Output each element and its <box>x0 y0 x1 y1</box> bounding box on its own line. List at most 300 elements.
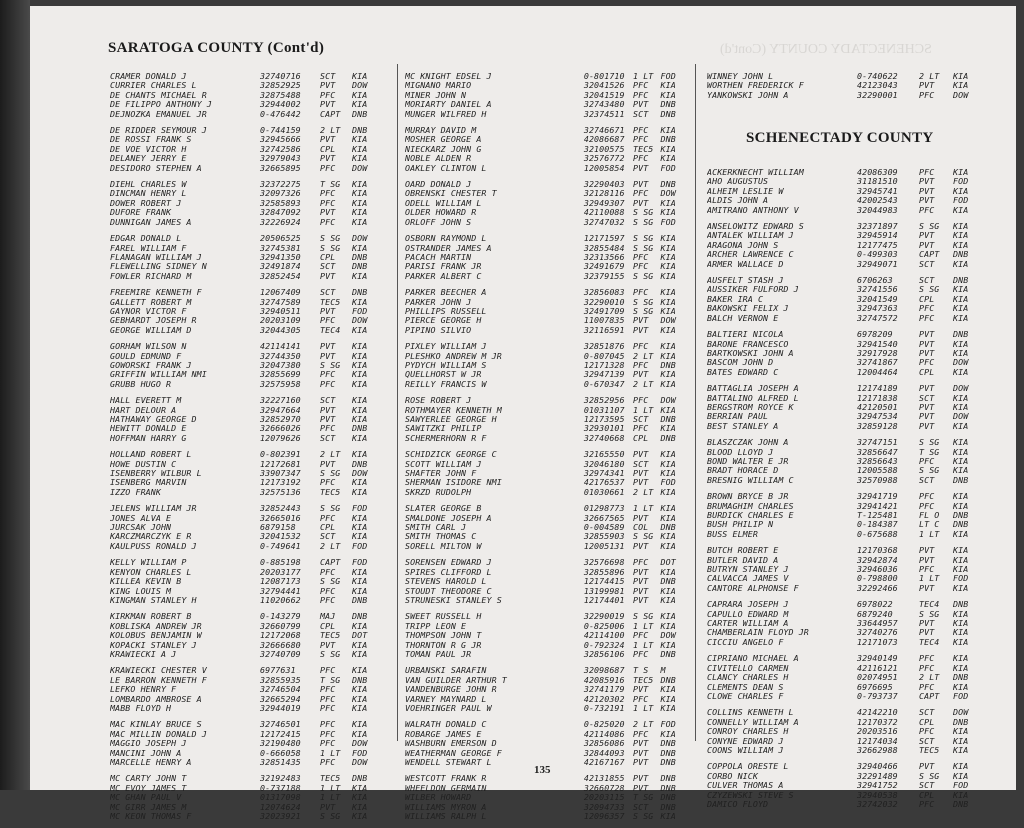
roster-entry <box>707 628 983 637</box>
roster-entry <box>110 434 390 443</box>
entry-name: MAC MILLIN DONALD J <box>110 729 207 739</box>
roster-group <box>707 276 983 323</box>
entry-status: DOW <box>352 468 368 479</box>
roster-entry <box>110 298 390 307</box>
entry-rank: PVT <box>320 99 336 110</box>
roster-entry <box>110 126 390 135</box>
entry-rank: CPL <box>320 620 336 631</box>
entry-rank: PFC <box>320 693 336 704</box>
entry-serial-number: 32742032 <box>857 798 898 809</box>
entry-name: HEWITT DONALD E <box>110 424 187 434</box>
entry-rank: SCT <box>919 392 935 403</box>
entry-name: STOUDT THEODORE C <box>405 586 492 596</box>
entry-serial-number: 32852956 <box>583 395 625 406</box>
entry-status: KIA <box>953 239 969 250</box>
entry-name: ARCHER LAWRENCE C <box>707 250 794 260</box>
roster-entry <box>110 272 390 281</box>
entry-status: KIA <box>953 491 969 502</box>
entry-name: DUFORE FRANK <box>110 208 172 218</box>
entry-rank: 2 LT <box>633 378 654 389</box>
entry-serial-number: 32856106 <box>583 648 625 659</box>
entry-rank: CPL <box>320 143 336 154</box>
roster-group <box>405 666 690 713</box>
entry-name: JURCSAK JOHN <box>110 523 172 533</box>
entry-status: DNB <box>660 414 676 424</box>
entry-rank: SCT <box>919 707 935 718</box>
entry-serial-number: 32944019 <box>260 702 301 713</box>
roster-group <box>110 504 390 551</box>
entry-serial-number: 6976695 <box>857 681 893 692</box>
entry-serial-number: 32947664 <box>260 404 301 415</box>
entry-name: MC EVOY JAMES T <box>110 783 187 793</box>
entry-status: KIA <box>660 458 676 469</box>
roster-group <box>707 708 983 755</box>
entry-rank: SCT <box>320 71 336 81</box>
entry-name: SMITH CARL J <box>405 523 467 533</box>
entry-serial-number: 0-885198 <box>260 557 301 568</box>
entry-name: BALTIERI NICOLA <box>707 330 784 340</box>
entry-serial-number: 32290019 <box>583 611 625 622</box>
roster-entry <box>707 368 983 377</box>
entry-name: BERGSTROM ROYCE K <box>707 402 794 412</box>
entry-name: WILLIAMS RALPH L <box>405 812 487 822</box>
entry-name: DEJNOZKA EMANUEL JR <box>110 109 207 119</box>
entry-rank: SCT <box>919 275 935 286</box>
entry-name: CZYZEWSKI STEVE S <box>707 790 794 800</box>
entry-rank: PVT <box>633 585 649 596</box>
entry-serial-number: 32941421 <box>857 500 898 511</box>
entry-name: ANSELOWITZ EDWARD S <box>707 222 804 232</box>
roster-entry <box>110 307 390 316</box>
roster-group <box>110 396 390 443</box>
entry-rank: PFC <box>633 648 649 659</box>
roster-group <box>110 72 390 119</box>
entry-name: PIERCE GEORGE H <box>405 316 482 326</box>
entry-serial-number: 0-825020 <box>583 719 625 730</box>
entry-rank: PFC <box>320 728 336 739</box>
entry-serial-number: 32745381 <box>260 242 301 253</box>
entry-rank: CPL <box>919 789 935 800</box>
entry-serial-number: 32852925 <box>260 80 301 91</box>
entry-name: EDGAR DONALD L <box>110 234 182 244</box>
entry-serial-number: 32491709 <box>583 305 625 316</box>
entry-serial-number: 0-499303 <box>857 249 898 260</box>
entry-name: SMITH THOMAS C <box>405 532 477 542</box>
entry-status: KIA <box>352 665 368 676</box>
entry-status: KIA <box>953 545 969 556</box>
entry-rank: T SG <box>633 792 654 803</box>
roster-group <box>405 126 690 173</box>
entry-name: WESTCOTT FRANK R <box>405 774 487 784</box>
roster-group <box>707 654 983 701</box>
entry-rank: CPL <box>633 432 649 443</box>
roster-entry <box>110 758 390 767</box>
entry-rank: S SG <box>633 233 654 244</box>
entry-name: OSBORN RAYMOND L <box>405 234 487 244</box>
entry-name: ARAGONA JOHN S <box>707 240 779 250</box>
entry-serial-number: 32949071 <box>857 258 898 269</box>
roster-entry <box>707 600 983 609</box>
entry-status: DNB <box>953 798 969 809</box>
entry-name: KRAWIECKI CHESTER V <box>110 666 207 676</box>
entry-status: KIA <box>352 207 368 218</box>
entry-name: SWEET RUSSELL H <box>405 612 482 622</box>
entry-status: KIA <box>660 197 676 208</box>
entry-status: KIA <box>352 585 368 596</box>
entry-rank: S SG <box>320 242 341 253</box>
entry-status: DOW <box>352 80 368 91</box>
entry-serial-number: 32575958 <box>260 378 301 389</box>
entry-serial-number: 12171838 <box>857 392 898 403</box>
entry-name: VAN GUILDER ARTHUR T <box>405 675 507 685</box>
entry-name: BASCOM JOHN D <box>707 358 774 368</box>
entry-status: KIA <box>953 744 969 755</box>
entry-rank: 1 LT <box>320 792 341 803</box>
entry-name: LE BARRON KENNETH F <box>110 675 207 685</box>
entry-rank: 1 LT <box>633 71 654 81</box>
roster-entry <box>405 803 690 812</box>
entry-name: BATTAGLIA JOSEPH A <box>707 384 799 394</box>
roster-group <box>405 720 690 767</box>
entry-status: DNB <box>352 423 368 434</box>
roster-entry <box>405 542 690 551</box>
entry-name: COONS WILLIAM J <box>707 745 784 755</box>
entry-name: MAC KINLAY BRUCE S <box>110 720 202 730</box>
entry-status: DNB <box>660 576 676 587</box>
roster-entry <box>110 784 390 793</box>
entry-serial-number: 32665016 <box>260 512 301 523</box>
entry-rank: PVT <box>320 404 336 415</box>
roster-entry <box>707 565 983 574</box>
entry-rank: PFC <box>320 738 336 749</box>
entry-serial-number: 32794441 <box>260 585 301 596</box>
entry-rank: PFC <box>919 455 935 466</box>
entry-serial-number: 32576772 <box>583 153 625 164</box>
entry-rank: PVT <box>320 350 336 361</box>
entry-rank: PVT <box>320 801 336 812</box>
entry-status: DOW <box>352 233 368 244</box>
roster-entry <box>110 100 390 109</box>
entry-serial-number: 12005588 <box>857 465 898 476</box>
entry-serial-number: 12067409 <box>260 287 301 298</box>
entry-status: KIA <box>660 350 676 361</box>
entry-serial-number: 12170372 <box>857 716 898 727</box>
roster-entry <box>707 654 983 663</box>
roster-entry <box>110 81 390 90</box>
entry-rank: 1 LT <box>633 620 654 631</box>
entry-status: KIA <box>953 204 969 215</box>
entry-rank: PVT <box>320 341 336 352</box>
entry-rank: S SG <box>633 270 654 281</box>
entry-status: KIA <box>352 531 368 542</box>
roster-entry <box>707 502 983 511</box>
entry-rank: TEC5 <box>320 773 341 784</box>
entry-name: BURDICK CHARLES E <box>707 511 794 520</box>
entry-status: DNB <box>953 599 969 610</box>
roster-entry <box>110 164 390 173</box>
entry-serial-number: 32660728 <box>583 782 625 793</box>
entry-serial-number: 32974341 <box>583 468 625 479</box>
entry-name: CLANCY CHARLES H <box>707 673 789 683</box>
entry-status: KIA <box>352 684 368 695</box>
entry-status: KIA <box>660 468 676 479</box>
entry-rank: PVT <box>919 239 935 250</box>
entry-status: KIA <box>660 684 676 695</box>
entry-serial-number: 32945914 <box>857 230 898 241</box>
entry-serial-number: 32847092 <box>260 207 301 218</box>
entry-serial-number: 0-670347 <box>583 378 625 389</box>
entry-serial-number: 6977631 <box>260 665 296 676</box>
roster-group <box>707 72 997 100</box>
entry-name: KOLOBUS BENJAMIN W <box>110 631 202 641</box>
entry-rank: COL <box>633 522 649 533</box>
entry-name: BUTLER DAVID A <box>707 555 779 565</box>
entry-status: KIA <box>953 500 969 511</box>
roster-entry <box>110 415 390 424</box>
entry-name: SHERMAN ISIDORE NMI <box>405 478 502 488</box>
roster-group <box>405 558 690 605</box>
entry-name: DE ROSSI FRANK S <box>110 135 192 145</box>
roster-entry <box>405 272 690 281</box>
entry-rank: 2 LT <box>633 350 654 361</box>
entry-rank: PVT <box>633 315 649 326</box>
entry-serial-number: 32940466 <box>857 761 898 772</box>
roster-entry <box>707 231 983 240</box>
entry-status: FOD <box>660 477 676 488</box>
entry-name: WEATHERMAN GEORGE F <box>405 748 502 758</box>
entry-name: YANKOWSKI JOHN A <box>707 90 789 100</box>
entry-rank: PFC <box>320 702 336 713</box>
roster-entry <box>707 285 983 294</box>
entry-rank: S SG <box>320 359 341 370</box>
entry-rank: 2 LT <box>919 71 940 81</box>
entry-rank: PVT <box>320 153 336 164</box>
entry-status: FOD <box>352 305 368 316</box>
entry-serial-number: 32491679 <box>583 261 625 272</box>
entry-status: FOD <box>953 573 969 584</box>
roster-entry <box>405 326 690 335</box>
entry-name: TOMAN PAUL JR <box>405 649 472 659</box>
entry-serial-number: 0-143279 <box>260 611 301 622</box>
entry-rank: PVT <box>919 401 935 412</box>
entry-serial-number: 42086309 <box>857 167 898 177</box>
entry-rank: PFC <box>320 423 336 434</box>
entry-name: HALL EVERETT M <box>110 396 182 406</box>
roster-entry <box>110 424 390 433</box>
roster-group <box>707 600 983 647</box>
entry-serial-number: 32742586 <box>260 143 301 154</box>
entry-status: FOD <box>660 162 676 173</box>
roster-entry <box>110 234 390 243</box>
entry-name: MABB FLOYD H <box>110 703 172 713</box>
entry-serial-number: 11020662 <box>260 594 301 605</box>
entry-rank: PFC <box>919 662 935 673</box>
entry-name: GALLETT ROBERT M <box>110 297 192 307</box>
roster-entry <box>707 222 983 231</box>
page-number: 135 <box>534 764 551 776</box>
entry-rank: PFC <box>919 89 935 100</box>
entry-rank: PFC <box>320 197 336 208</box>
entry-rank: TEC5 <box>320 630 341 641</box>
roster-entry <box>110 326 390 335</box>
entry-name: JONES ALVA E <box>110 513 172 523</box>
entry-name: WASHBURN EMERSON D <box>405 739 497 749</box>
entry-status: KIA <box>352 188 368 199</box>
entry-serial-number: 42123043 <box>857 80 898 91</box>
entry-name: STEVENS HAROLD L <box>405 577 487 587</box>
entry-name: GOWORSKI FRANK J <box>110 360 192 370</box>
entry-name: BRESNIG WILLIAM C <box>707 475 794 485</box>
roster-entry <box>405 218 690 227</box>
entry-rank: PVT <box>919 338 935 349</box>
entry-name: ODELL WILLIAM L <box>405 198 482 208</box>
entry-status: KIA <box>352 143 368 154</box>
entry-rank: CPL <box>919 716 935 727</box>
roster-entry <box>707 187 983 196</box>
entry-status: KIA <box>953 455 969 466</box>
entry-serial-number: 0-737188 <box>260 782 301 793</box>
entry-serial-number: 32947534 <box>857 411 898 422</box>
roster-group <box>110 774 390 821</box>
entry-serial-number: 32844093 <box>583 747 625 758</box>
entry-rank: 1 LT <box>320 747 341 758</box>
entry-serial-number: 32744350 <box>260 350 301 361</box>
entry-name: SAWYERLEE GEORGE H <box>405 415 497 424</box>
entry-name: ISENBERRY WILBUR L <box>110 469 202 479</box>
entry-name: BOND WALTER E JR <box>707 456 789 466</box>
entry-name: AHO AUGUSTUS <box>707 177 769 187</box>
entry-serial-number: 42002543 <box>857 195 898 206</box>
roster-entry <box>110 596 390 605</box>
entry-status: KIA <box>660 566 676 577</box>
entry-serial-number: 32047380 <box>260 359 301 370</box>
roster-entry <box>110 352 390 361</box>
entry-status: KIA <box>953 554 969 565</box>
entry-name: THORNTON R G JR <box>405 640 482 650</box>
entry-serial-number: 32945741 <box>857 185 898 196</box>
entry-rank: S SG <box>633 207 654 218</box>
roster-entry <box>110 361 390 370</box>
entry-serial-number: 32851876 <box>583 341 625 352</box>
entry-serial-number: 32740668 <box>583 432 625 443</box>
roster-entry <box>110 631 390 640</box>
entry-status: KIA <box>352 782 368 793</box>
entry-serial-number: 32100575 <box>583 143 625 154</box>
entry-serial-number: 32097326 <box>260 188 301 199</box>
entry-name: CRAMER DONALD J <box>110 72 187 81</box>
entry-rank: PFC <box>320 585 336 596</box>
entry-status: KIA <box>953 338 969 349</box>
entry-status: KIA <box>660 512 676 523</box>
entry-rank: PFC <box>919 798 935 809</box>
entry-rank: PFC <box>320 369 336 380</box>
entry-rank: SCT <box>919 780 935 791</box>
entry-serial-number: 0-675688 <box>857 528 898 539</box>
entry-rank: TEC5 <box>320 296 341 307</box>
entry-status: KIA <box>660 702 676 713</box>
entry-status: KIA <box>660 296 676 307</box>
entry-rank: PFC <box>919 500 935 511</box>
entry-rank: PVT <box>633 324 649 335</box>
roster-entry <box>110 406 390 415</box>
entry-status: DOW <box>953 707 969 718</box>
entry-rank: 1 LT <box>633 503 654 514</box>
roster-group <box>707 762 983 809</box>
entry-serial-number: 33644957 <box>857 618 898 629</box>
entry-status: KIA <box>352 378 368 389</box>
entry-rank: 1 LT <box>919 528 940 539</box>
entry-name: FOWLER RICHARD M <box>110 271 192 281</box>
entry-name: ACKERKNECHT WILLIAM <box>707 168 804 177</box>
entry-rank: PFC <box>320 378 336 389</box>
entry-serial-number: 32660799 <box>260 620 301 631</box>
entry-status: FOD <box>352 557 368 568</box>
entry-rank: PFC <box>633 261 649 272</box>
entry-serial-number: 32665294 <box>260 693 301 704</box>
roster-entry <box>110 262 390 271</box>
roster-entry <box>110 812 390 821</box>
roster-group <box>110 666 390 713</box>
entry-serial-number: 12174034 <box>857 735 898 746</box>
entry-serial-number: 32313566 <box>583 251 625 262</box>
entry-name: OLDER HOWARD R <box>405 208 477 218</box>
entry-status: KIA <box>352 522 368 533</box>
entry-rank: PFC <box>320 162 336 173</box>
roster-group <box>707 330 983 377</box>
entry-rank: PVT <box>633 179 649 190</box>
entry-status: KIA <box>953 167 969 177</box>
entry-rank: PFC <box>633 89 649 100</box>
entry-serial-number: 32917928 <box>857 347 898 358</box>
document-page <box>30 6 1016 822</box>
roster-entry <box>707 91 997 100</box>
entry-status: KIA <box>953 528 969 539</box>
entry-status: KIA <box>660 287 676 298</box>
roster-entry <box>110 532 390 541</box>
entry-status: KIA <box>660 486 676 497</box>
entry-serial-number: 12174189 <box>857 383 898 394</box>
entry-rank: PVT <box>919 80 935 91</box>
entry-name: DIEHL CHARLES W <box>110 180 187 190</box>
roster-entry <box>707 448 983 457</box>
entry-status: DOW <box>660 395 676 406</box>
entry-rank: PVT <box>320 80 336 91</box>
entry-status: DNB <box>660 792 676 803</box>
roster-entry <box>110 342 390 351</box>
entry-serial-number: 42110088 <box>583 207 625 218</box>
roster-group <box>110 342 390 389</box>
roster-entry <box>707 403 983 412</box>
entry-status: KIA <box>660 153 676 164</box>
entry-rank: 2 LT <box>633 486 654 497</box>
entry-rank: 2 LT <box>919 672 940 683</box>
column-divider <box>397 64 398 741</box>
entry-rank: PVT <box>919 618 935 629</box>
entry-status: KIA <box>352 702 368 713</box>
roster-entry <box>110 288 390 297</box>
roster-entry <box>110 774 390 783</box>
entry-serial-number: 0-802391 <box>260 449 301 460</box>
entry-rank: PVT <box>919 347 935 358</box>
entry-status: DNB <box>660 782 676 793</box>
entry-status: KIA <box>953 312 969 323</box>
entry-rank: CAPT <box>919 690 940 701</box>
roster-entry <box>707 438 983 447</box>
entry-serial-number: 32852454 <box>260 270 301 281</box>
entry-name: GOULD EDMUND F <box>110 351 182 361</box>
entry-status: DNB <box>352 261 368 272</box>
entry-rank: PVT <box>633 449 649 460</box>
